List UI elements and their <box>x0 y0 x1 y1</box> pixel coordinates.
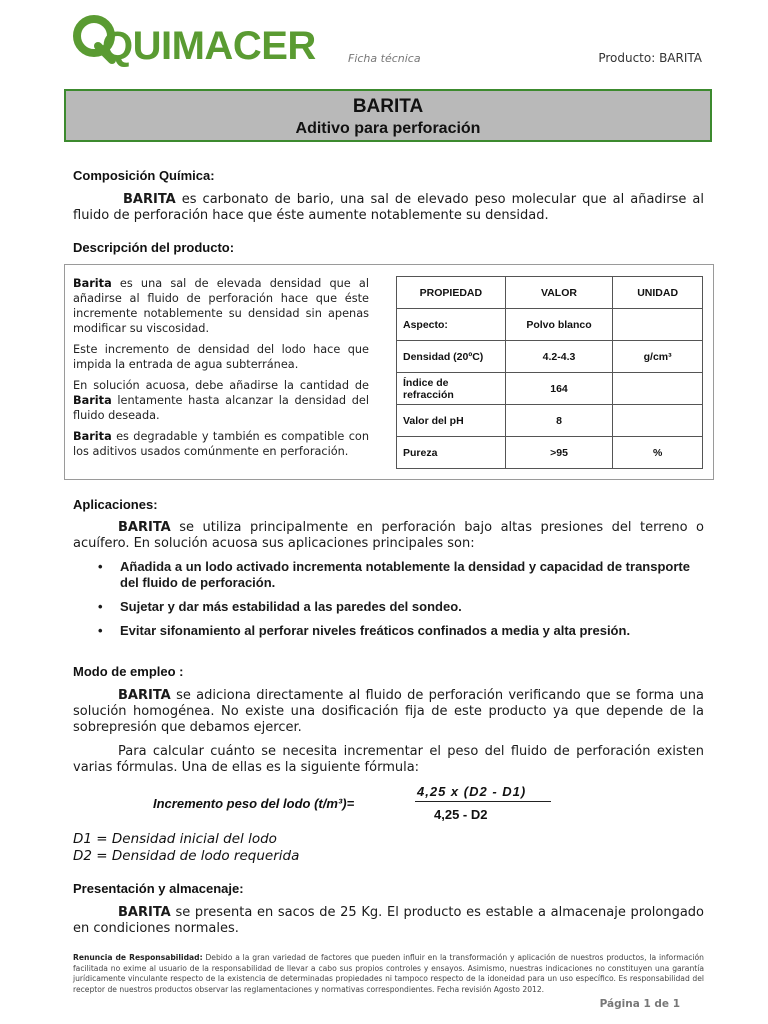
value-cell: Polvo blanco <box>505 309 613 341</box>
column-header: VALOR <box>505 277 613 309</box>
description-text-4: es degradable y también es compatible con los aditivos usados comúnmente en perforación. <box>73 430 369 458</box>
property-cell: Densidad (20ºC) <box>397 341 506 373</box>
value-cell: 164 <box>505 373 613 405</box>
table-row <box>397 309 703 341</box>
description-paragraph-4 <box>73 429 369 459</box>
description-text <box>73 276 369 465</box>
table-row <box>397 373 703 405</box>
storage-lead: BARITA <box>118 905 171 920</box>
page-subtitle: Aditivo para perforación <box>295 120 481 137</box>
disclaimer-text: Debido a la gran variedad de factores que pueden influir en la transformación y aplicación de nuestros productos, la información facilitada no exime al usuario de la responsabilidad de llevar a cabo sus propios controles y ensayos. Asimismo, nuestras indicaciones no constituyen una garantía jurídicamente vinculante respecto de la existencia de determinadas propiedades ni tampoco respecto de la idoneidad para un uso específico. Es responsabilidad del receptor de nuestros productos observar las reglamentaciones y normativas correspondientes. Fecha revisión Agosto 2012. <box>73 953 704 994</box>
description-lead-3: Barita <box>73 394 112 407</box>
unit-cell: g/cm³ <box>613 341 703 373</box>
description-text-3a: En solución acuosa, debe añadirse la cantidad de <box>73 379 369 392</box>
page-number: Página 1 de 1 <box>599 998 680 1010</box>
title-box <box>64 89 712 142</box>
list-item: • Evitar sifonamiento al perforar niveles freáticos confinados a media y alta presión. <box>98 623 704 639</box>
composition-lead: BARITA <box>123 192 176 207</box>
value-cell: >95 <box>505 437 613 469</box>
formula-fraction-bar <box>415 801 551 802</box>
description-paragraph-3 <box>73 378 369 423</box>
column-header: UNIDAD <box>613 277 703 309</box>
storage-paragraph <box>73 905 704 937</box>
description-paragraph-2: Este incremento de densidad del lodo hace que impida la entrada de agua subterránea. <box>73 343 369 371</box>
property-cell: Pureza <box>397 437 506 469</box>
usage-text: se adiciona directamente al fluido de perforación verificando que se forma una solución homogénea. No existe una dosificación fija de este producto ya que depende de la sobrepresión que debamos ejercer. <box>73 688 704 735</box>
page-title: BARITA <box>352 96 424 117</box>
list-item: • Añadida a un lodo activado incrementa notablemente la densidad y capacidad de transporte del fluido de perforación. <box>98 559 704 591</box>
logo-text: QUIMACER <box>102 24 316 68</box>
list-item: • Sujetar y dar más estabilidad a las paredes del sondeo. <box>98 599 704 615</box>
unit-cell: % <box>613 437 703 469</box>
product-label: Producto: BARITA <box>598 51 702 65</box>
definition-d1: D1 = Densidad inicial del lodo <box>73 831 277 847</box>
description-lead-1: Barita <box>73 277 112 290</box>
composition-text: es carbonato de bario, una sal de elevado peso molecular que al añadirse al fluido de perforación hace que éste aumente notablemente su densidad. <box>73 192 704 223</box>
table-row <box>397 437 703 469</box>
property-cell: Índice de refracción <box>397 373 506 405</box>
document-type: Ficha técnica <box>348 52 421 65</box>
company-logo <box>72 12 316 68</box>
applications-heading: Aplicaciones: <box>73 497 158 512</box>
properties-table <box>396 276 703 469</box>
table-row <box>397 405 703 437</box>
storage-heading: Presentación y almacenaje: <box>73 881 244 896</box>
property-cell: Aspecto: <box>397 309 506 341</box>
unit-cell <box>613 309 703 341</box>
formula-numerator: 4,25 x (D2 - D1) <box>417 784 527 799</box>
composition-heading: Composición Química: <box>73 168 215 183</box>
description-text-1: es una sal de elevada densidad que al añadirse al fluido de perforación hace que éste incremente notablemente su densidad sin apenas modificar su viscosidad. <box>73 277 369 335</box>
unit-cell <box>613 405 703 437</box>
applications-list <box>98 559 704 647</box>
property-cell: Valor del pH <box>397 405 506 437</box>
column-header: PROPIEDAD <box>397 277 506 309</box>
composition-paragraph <box>73 192 704 224</box>
disclaimer <box>73 953 704 995</box>
value-cell: 8 <box>505 405 613 437</box>
usage-paragraph-2: Para calcular cuánto se necesita incrementar el peso del fluido de perforación existen varias fórmulas. Una de ellas es la siguiente fórmula: <box>73 744 704 775</box>
storage-text: se presenta en sacos de 25 Kg. El producto es estable a almacenaje prolongado en condiciones normales. <box>73 905 704 936</box>
applications-text: se utiliza principalmente en perforación bajo altas presiones del terreno o acuífero. En solución acuosa sus aplicaciones principales son: <box>73 520 704 551</box>
formula-denominator: 4,25 - D2 <box>434 807 488 822</box>
table-row <box>397 341 703 373</box>
disclaimer-title: Renuncia de Responsabilidad: <box>73 953 203 962</box>
usage-paragraph <box>73 688 704 736</box>
usage-lead: BARITA <box>118 688 171 703</box>
formula-label: Incremento peso del lodo (t/m³)= <box>153 796 355 811</box>
definition-d2: D2 = Densidad de lodo requerida <box>73 848 300 864</box>
value-cell: 4.2-4.3 <box>505 341 613 373</box>
applications-paragraph <box>73 520 704 552</box>
table-header-row <box>397 277 703 309</box>
description-lead-4: Barita <box>73 430 112 443</box>
unit-cell <box>613 373 703 405</box>
description-paragraph-1 <box>73 276 369 336</box>
usage-heading: Modo de empleo : <box>73 664 184 679</box>
description-text-3b: lentamente hasta alcanzar la densidad del fluido deseada. <box>73 394 369 422</box>
description-heading: Descripción del producto: <box>73 240 235 255</box>
applications-lead: BARITA <box>118 520 171 535</box>
